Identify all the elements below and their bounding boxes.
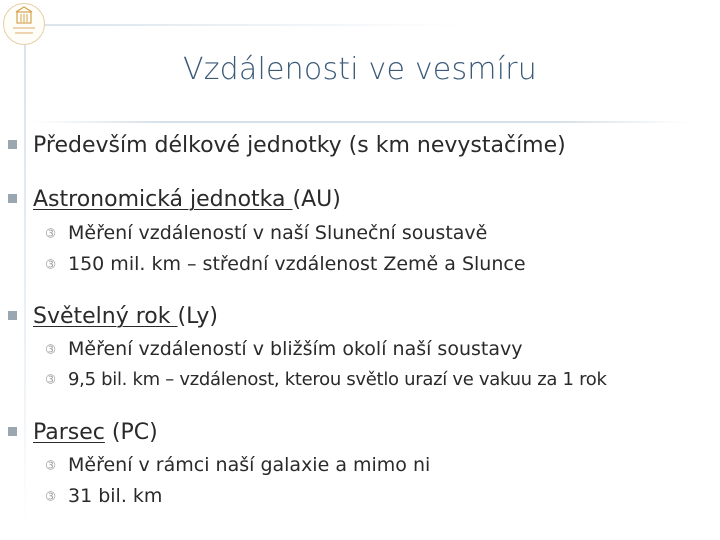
sub-bullet-text: 9,5 bil. km – vzdálenost, kterou světlo urazí ve vakuu za 1 rok	[68, 369, 607, 390]
square-bullet-icon	[8, 427, 17, 436]
bullet-intro-text: Především délkové jednotky (s km nevystačíme)	[33, 133, 566, 158]
sub-bullet-ly-2	[46, 368, 607, 391]
sub-bullet-text: Měření vzdáleností v bližším okolí naší soustavy	[68, 338, 523, 360]
bullet-pc	[8, 420, 158, 446]
sub-bullet-pc-1	[46, 454, 430, 477]
decorative-frame-left	[24, 30, 26, 530]
sub-bullet-text: Měření v rámci naší galaxie a mimo ni	[68, 454, 431, 476]
sub-bullet-au-1	[46, 222, 487, 245]
arrow-bullet-icon: ➂	[46, 373, 56, 386]
term-abbr-au: (AU)	[292, 187, 341, 212]
slide-title: Vzdálenosti ve vesmíru	[182, 52, 537, 87]
school-logo-icon	[3, 3, 45, 45]
term-abbr-pc: (PC)	[104, 420, 158, 445]
bullet-intro	[8, 133, 566, 159]
square-bullet-icon	[8, 140, 17, 149]
bullet-ly	[8, 304, 218, 330]
decorative-frame-top	[24, 24, 464, 26]
sub-bullet-text: 150 mil. km – střední vzdálenost Země a Slunce	[68, 253, 526, 275]
term-link-ly[interactable]: Světelný rok	[33, 304, 178, 329]
square-bullet-icon	[8, 194, 17, 203]
arrow-bullet-icon: ➂	[46, 490, 56, 503]
arrow-bullet-icon: ➂	[46, 227, 56, 240]
logo-graphic	[4, 4, 44, 44]
term-link-au[interactable]: Astronomická jednotka	[33, 187, 293, 212]
arrow-bullet-icon: ➂	[46, 343, 56, 356]
term-abbr-ly: (Ly)	[177, 304, 218, 329]
sub-bullet-text: 31 bil. km	[68, 485, 163, 507]
bullet-au	[8, 187, 341, 213]
arrow-bullet-icon: ➂	[46, 459, 56, 472]
arrow-bullet-icon: ➂	[46, 258, 56, 271]
sub-bullet-ly-1	[46, 338, 522, 361]
sub-bullet-pc-2	[46, 485, 162, 508]
title-divider	[30, 121, 690, 123]
sub-bullet-au-2	[46, 253, 526, 276]
square-bullet-icon	[8, 311, 17, 320]
term-link-pc[interactable]: Parsec	[33, 420, 105, 445]
sub-bullet-text: Měření vzdáleností v naší Sluneční soustavě	[68, 222, 488, 244]
